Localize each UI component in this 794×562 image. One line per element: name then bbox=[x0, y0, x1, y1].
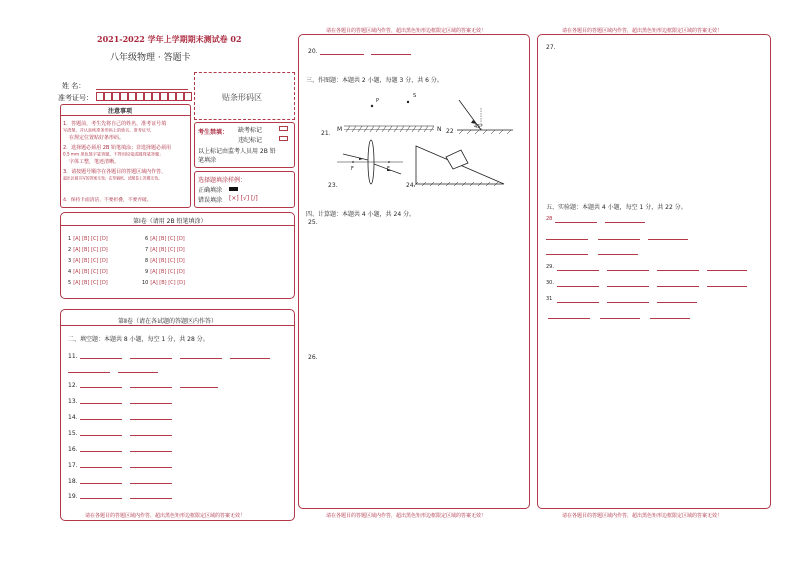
choice-options[interactable]: [A] [B] [C] [D] bbox=[73, 269, 108, 275]
answer-line[interactable] bbox=[180, 358, 222, 359]
experiment-section-title: 五、实验题：本题共 4 小题，每空 1 分，共 22 分。 bbox=[546, 204, 687, 211]
q23-label: 23. bbox=[328, 182, 338, 189]
header-warning: 请在各题目的答题区域内作答，超出黑色矩形边框限定区域的答案无效！ bbox=[562, 28, 723, 34]
answer-line[interactable] bbox=[320, 54, 364, 55]
absent-note: 以上标记由监考人员用 2B 铅 bbox=[198, 148, 276, 155]
lens-diagram bbox=[335, 138, 405, 188]
wrong-fill-label: 错误填涂 bbox=[198, 197, 223, 204]
label-m: M bbox=[337, 126, 343, 133]
q30-label: 30. bbox=[546, 280, 554, 286]
q-number: 8 bbox=[145, 258, 149, 264]
choice-options[interactable]: [A] [B] [C] [D] bbox=[73, 247, 108, 253]
answer-line[interactable] bbox=[557, 270, 599, 271]
answer-line[interactable] bbox=[130, 451, 172, 452]
notice-line: 4．保持卡面清洁，不要折叠，不要弄破。 bbox=[63, 197, 152, 203]
absent-label: 考生禁填： bbox=[198, 129, 229, 136]
answer-line[interactable] bbox=[548, 318, 590, 319]
notice-line: 2．选择题必须用 2B 铅笔填涂；非选择题必须用 bbox=[63, 145, 171, 151]
q-number: 9 bbox=[145, 269, 149, 275]
student-id-label: 准考证号： bbox=[58, 94, 93, 102]
q11-label: 11． bbox=[68, 353, 82, 360]
answer-line[interactable] bbox=[80, 483, 122, 484]
answer-line[interactable] bbox=[68, 372, 110, 373]
answer-line[interactable] bbox=[80, 358, 122, 359]
label-p: P bbox=[376, 98, 380, 104]
answer-line[interactable] bbox=[657, 286, 699, 287]
answer-line[interactable] bbox=[546, 239, 588, 240]
notice-line: 字体工整，笔迹清晰。 bbox=[69, 159, 120, 165]
answer-line[interactable] bbox=[130, 498, 172, 499]
answer-line[interactable] bbox=[546, 254, 588, 255]
answer-line[interactable] bbox=[707, 286, 747, 287]
q-number: 2 bbox=[68, 247, 72, 253]
q24-label: 24. bbox=[406, 182, 416, 189]
choice-options[interactable]: [A] [B] [C] [D] bbox=[150, 258, 185, 264]
q-number: 5 bbox=[68, 280, 72, 286]
fill-section-title: 二、填空题：本题共 8 小题，每空 1 分，共 28 分。 bbox=[68, 336, 209, 343]
choice-row-6[interactable] bbox=[145, 236, 185, 242]
absent-note: 笔填涂 bbox=[198, 157, 217, 164]
answer-line[interactable] bbox=[80, 467, 122, 468]
absent-checkbox[interactable] bbox=[279, 126, 288, 131]
answer-line[interactable] bbox=[557, 302, 599, 303]
answer-line[interactable] bbox=[118, 372, 158, 373]
correct-fill-mark bbox=[229, 187, 238, 191]
violation-checkbox[interactable] bbox=[279, 136, 288, 141]
answer-line[interactable] bbox=[80, 451, 122, 452]
answer-line[interactable] bbox=[557, 286, 599, 287]
q-number: 6 bbox=[145, 236, 149, 242]
answer-line[interactable] bbox=[130, 419, 172, 420]
answer-line[interactable] bbox=[80, 387, 122, 388]
label-s: S bbox=[413, 93, 417, 99]
answer-line[interactable] bbox=[371, 54, 411, 55]
answer-line[interactable] bbox=[130, 467, 172, 468]
answer-line[interactable] bbox=[707, 270, 747, 271]
answer-line[interactable] bbox=[600, 318, 640, 319]
label-n: N bbox=[437, 126, 442, 133]
part1-title: 第Ⅰ卷（请用 2B 铅笔填涂） bbox=[133, 218, 207, 225]
choice-row-5[interactable] bbox=[68, 280, 108, 286]
q26-label: 26. bbox=[308, 354, 318, 361]
answer-line[interactable] bbox=[607, 286, 649, 287]
q20-label: 20． bbox=[308, 48, 322, 55]
q18-label: 18． bbox=[68, 478, 82, 485]
part2-title: 第Ⅱ卷（请在各试题的答题区内作答） bbox=[118, 318, 217, 325]
q28-label: 28 bbox=[546, 216, 553, 222]
q22-label: 22 bbox=[446, 128, 454, 135]
q14-label: 14． bbox=[68, 414, 82, 421]
answer-line[interactable] bbox=[598, 239, 640, 240]
answer-line[interactable] bbox=[80, 498, 122, 499]
choice-options[interactable]: [A] [B] [C] [D] bbox=[73, 258, 108, 264]
q21-label: 21． bbox=[321, 130, 335, 137]
q17-label: 17． bbox=[68, 462, 82, 469]
answer-line[interactable] bbox=[607, 302, 649, 303]
notice-title: 注意事项 bbox=[108, 108, 133, 115]
q-number: 3 bbox=[68, 258, 72, 264]
notice-line: 1．答题前，考生先将自己的姓名，准考证号填 bbox=[63, 121, 167, 127]
q-number: 10 bbox=[142, 280, 149, 286]
part1-divider bbox=[60, 225, 295, 226]
choice-row-10[interactable] bbox=[142, 280, 185, 286]
answer-line[interactable] bbox=[130, 483, 172, 484]
answer-line[interactable] bbox=[648, 239, 688, 240]
choice-row-9[interactable] bbox=[145, 269, 185, 275]
choice-options[interactable]: [A] [B] [C] [D] bbox=[150, 247, 185, 253]
answer-line[interactable] bbox=[80, 403, 122, 404]
wrong-fill-marks: [×] [√] [/] bbox=[229, 195, 258, 202]
footer-warning: 请在各题目的答题区域内作答，超出黑色矩形边框限定区域的答案无效！ bbox=[326, 513, 487, 519]
answer-line[interactable] bbox=[598, 254, 638, 255]
notice-line: 超出区域书写的答案无效；在草稿纸、试题卷上答题无效。 bbox=[63, 176, 162, 182]
footer-warning: 请在各题目的答题区域内作答，超出黑色矩形边框限定区域的答案无效！ bbox=[85, 513, 246, 519]
header-warning: 请在各题目的答题区域内作答，超出黑色矩形边框限定区域的答案无效！ bbox=[326, 28, 487, 34]
answer-line[interactable] bbox=[230, 358, 270, 359]
notice-line: 0.5 mm 黑色签字笔答题，不得用铅笔或圆珠笔答题； bbox=[63, 152, 164, 158]
answer-line[interactable] bbox=[130, 435, 172, 436]
angle-label: 45° bbox=[474, 124, 483, 130]
q16-label: 16． bbox=[68, 446, 82, 453]
choice-row-4[interactable] bbox=[68, 269, 108, 275]
choice-row-7[interactable] bbox=[145, 247, 185, 253]
choice-row-8[interactable] bbox=[145, 258, 185, 264]
part2-divider bbox=[60, 325, 295, 326]
choice-row-2[interactable] bbox=[68, 247, 108, 253]
fill-example-title: 选择题填涂样例： bbox=[198, 177, 247, 184]
incline-diagram bbox=[412, 142, 508, 186]
q-number: 7 bbox=[145, 247, 149, 253]
choice-row-1[interactable] bbox=[68, 236, 108, 242]
q15-label: 15． bbox=[68, 430, 82, 437]
choice-options[interactable]: [A] [B] [C] [D] bbox=[150, 236, 185, 242]
card-subtitle: 八年级物理 · 答题卡 bbox=[110, 53, 191, 63]
choice-options[interactable]: [A] [B] [C] [D] bbox=[73, 236, 108, 242]
violation-text: 违纪标记 bbox=[238, 137, 263, 144]
q-number: 4 bbox=[68, 269, 72, 275]
q27-label: 27. bbox=[546, 44, 556, 51]
answer-line[interactable] bbox=[130, 403, 172, 404]
notice-divider bbox=[60, 115, 191, 116]
name-label: 姓 名： bbox=[62, 82, 86, 90]
choice-options[interactable]: [A] [B] [C] [D] bbox=[150, 280, 185, 286]
q25-label: 25. bbox=[308, 219, 318, 226]
q-number: 1 bbox=[68, 236, 72, 242]
choice-options[interactable]: [A] [B] [C] [D] bbox=[73, 280, 108, 286]
notice-line: 在规定位置贴好条形码。 bbox=[69, 135, 125, 141]
q19-label: 19． bbox=[68, 493, 82, 500]
focus-label-left: F bbox=[351, 166, 354, 172]
reflection-diagram bbox=[455, 98, 515, 134]
correct-fill-label: 正确填涂 bbox=[198, 187, 223, 194]
notice-line: 写清楚，并认真核准条形码上的姓名、准考证号， bbox=[63, 128, 155, 134]
q31-label: 31 bbox=[546, 296, 553, 302]
calc-section-title: 四、计算题：本题共 4 小题，共 24 分。 bbox=[306, 211, 416, 218]
name-input-line[interactable] bbox=[96, 89, 188, 90]
answer-line[interactable] bbox=[80, 435, 122, 436]
notice-line: 3．请按题号顺序在各题目的答题区域内作答， bbox=[63, 169, 167, 175]
q12-label: 12． bbox=[68, 382, 82, 389]
answer-line[interactable] bbox=[555, 222, 597, 223]
answer-line[interactable] bbox=[607, 270, 649, 271]
column3-box bbox=[537, 34, 771, 509]
answer-line[interactable] bbox=[605, 222, 645, 223]
answer-line[interactable] bbox=[80, 419, 122, 420]
answer-line[interactable] bbox=[180, 387, 218, 388]
q29-label: 29. bbox=[546, 264, 554, 270]
q13-label: 13． bbox=[68, 398, 82, 405]
answer-line[interactable] bbox=[130, 358, 172, 359]
absent-text: 缺考标记 bbox=[238, 127, 263, 134]
answer-line[interactable] bbox=[650, 318, 690, 319]
exam-title: 2021-2022 学年上学期期末测试卷 02 bbox=[97, 34, 242, 44]
answer-line[interactable] bbox=[657, 270, 699, 271]
barcode-label: 贴条形码区 bbox=[222, 93, 262, 102]
choice-row-3[interactable] bbox=[68, 258, 108, 264]
footer-warning: 请在各题目的答题区域内作答，超出黑色矩形边框限定区域的答案无效！ bbox=[562, 513, 723, 519]
choice-options[interactable]: [A] [B] [C] [D] bbox=[150, 269, 185, 275]
drawing-section-title: 三、作图题：本题共 2 小题，每题 3 分，共 6 分。 bbox=[306, 77, 443, 84]
student-id-boxes[interactable] bbox=[96, 92, 192, 102]
answer-line[interactable] bbox=[657, 302, 697, 303]
focus-label-right: F bbox=[387, 166, 390, 172]
mirror-hatch bbox=[344, 126, 436, 132]
answer-line[interactable] bbox=[130, 387, 172, 388]
